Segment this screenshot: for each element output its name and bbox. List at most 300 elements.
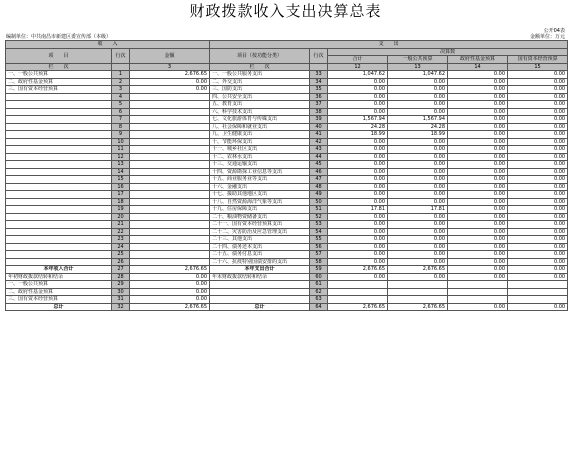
table-row bbox=[6, 266, 568, 274]
table-row bbox=[6, 281, 568, 289]
right-line-no: 36 bbox=[310, 93, 328, 101]
right-line-no: 37 bbox=[310, 101, 328, 109]
right-item: 十七、援助其他地区支出 bbox=[210, 191, 310, 199]
right-item: 五、教育支出 bbox=[210, 101, 310, 109]
left-line-no: 27 bbox=[112, 266, 130, 274]
fund-budget-cell: 0.00 bbox=[448, 168, 508, 176]
right-line-no: 60 bbox=[310, 273, 328, 281]
left-item bbox=[6, 93, 112, 101]
general-budget-header: 一般公共预算 bbox=[388, 56, 448, 64]
left-item bbox=[6, 168, 112, 176]
right-item: 十二、农林水支出 bbox=[210, 153, 310, 161]
general-budget-cell: 0.00 bbox=[388, 108, 448, 116]
right-item: 十六、金融支出 bbox=[210, 183, 310, 191]
left-amount bbox=[130, 236, 210, 244]
fund-budget-cell: 0.00 bbox=[448, 161, 508, 169]
general-budget-cell bbox=[388, 281, 448, 289]
state-capital-cell: 0.00 bbox=[508, 146, 568, 154]
state-capital-cell: 0.00 bbox=[508, 176, 568, 184]
right-line-no: 46 bbox=[310, 168, 328, 176]
state-capital-cell: 0.00 bbox=[508, 243, 568, 251]
right-item: 七、文化旅游体育与传媒支出 bbox=[210, 116, 310, 124]
table-row bbox=[6, 123, 568, 131]
left-item bbox=[6, 176, 112, 184]
table-row bbox=[6, 138, 568, 146]
header-row-2 bbox=[6, 48, 568, 56]
fund-budget-cell: 0.00 bbox=[448, 303, 508, 311]
state-capital-cell: 0.00 bbox=[508, 123, 568, 131]
state-capital-cell: 0.00 bbox=[508, 258, 568, 266]
state-capital-cell: 0.00 bbox=[508, 206, 568, 214]
general-budget-cell: 0.00 bbox=[388, 251, 448, 259]
left-item bbox=[6, 161, 112, 169]
right-line-no: 38 bbox=[310, 108, 328, 116]
left-line-no: 7 bbox=[112, 116, 130, 124]
general-budget-cell: 0.00 bbox=[388, 243, 448, 251]
left-item: 三、国有资本经营预算 bbox=[6, 86, 112, 94]
state-capital-cell: 0.00 bbox=[508, 71, 568, 79]
fund-budget-cell: 0.00 bbox=[448, 131, 508, 139]
right-item: 八、社会保障和就业支出 bbox=[210, 123, 310, 131]
right-line-no: 39 bbox=[310, 116, 328, 124]
left-item bbox=[6, 213, 112, 221]
left-item: 一、一般公共预算 bbox=[6, 281, 112, 289]
left-line-no: 11 bbox=[112, 146, 130, 154]
left-line-no: 4 bbox=[112, 93, 130, 101]
right-line-no: 51 bbox=[310, 206, 328, 214]
left-amount bbox=[130, 221, 210, 229]
subtotal-cell: 0.00 bbox=[328, 198, 388, 206]
general-budget-cell: 0.00 bbox=[388, 93, 448, 101]
right-line-no: 63 bbox=[310, 296, 328, 304]
right-line-no: 53 bbox=[310, 221, 328, 229]
left-item: 本年收入合计 bbox=[6, 266, 112, 274]
left-amount bbox=[130, 213, 210, 221]
report-table-container bbox=[5, 40, 567, 311]
table-row bbox=[6, 228, 568, 236]
table-row bbox=[6, 251, 568, 259]
left-item: 二、政府性基金预算 bbox=[6, 78, 112, 86]
left-item bbox=[6, 183, 112, 191]
right-line-no: 55 bbox=[310, 236, 328, 244]
right-item: 六、科学技术支出 bbox=[210, 108, 310, 116]
subtotal-cell bbox=[328, 281, 388, 289]
table-row bbox=[6, 71, 568, 79]
left-line-no: 15 bbox=[112, 176, 130, 184]
right-line-no: 34 bbox=[310, 78, 328, 86]
table-row bbox=[6, 288, 568, 296]
general-budget-cell: 0.00 bbox=[388, 146, 448, 154]
right-line-no: 50 bbox=[310, 198, 328, 206]
table-row bbox=[6, 131, 568, 139]
state-capital-cell: 0.00 bbox=[508, 266, 568, 274]
state-capital-cell: 0.00 bbox=[508, 78, 568, 86]
right-item: 三、国防支出 bbox=[210, 86, 310, 94]
right-line-no: 45 bbox=[310, 161, 328, 169]
subtotal-cell: 24.28 bbox=[328, 123, 388, 131]
fund-budget-cell: 0.00 bbox=[448, 123, 508, 131]
left-item bbox=[6, 198, 112, 206]
table-row bbox=[6, 168, 568, 176]
fund-budget-cell: 0.00 bbox=[448, 78, 508, 86]
left-item bbox=[6, 153, 112, 161]
table-row bbox=[6, 273, 568, 281]
table-row bbox=[6, 176, 568, 184]
left-line-no: 6 bbox=[112, 108, 130, 116]
right-line-no: 56 bbox=[310, 243, 328, 251]
state-capital-cell: 0.00 bbox=[508, 273, 568, 281]
state-capital-header: 国有资本经营预算 bbox=[508, 56, 568, 64]
left-amount bbox=[130, 131, 210, 139]
left-line-no: 16 bbox=[112, 183, 130, 191]
left-item bbox=[6, 101, 112, 109]
general-budget-cell: 1,047.62 bbox=[388, 71, 448, 79]
state-capital-cell bbox=[508, 288, 568, 296]
right-line-no: 62 bbox=[310, 288, 328, 296]
subtotal-cell bbox=[328, 288, 388, 296]
left-amount: 0.00 bbox=[130, 288, 210, 296]
subtotal-cell: 0.00 bbox=[328, 138, 388, 146]
subtotal-cell: 0.00 bbox=[328, 243, 388, 251]
subtotal-cell: 0.00 bbox=[328, 191, 388, 199]
state-capital-cell: 0.00 bbox=[508, 183, 568, 191]
col-label-left: 栏 次 bbox=[6, 63, 112, 71]
left-item: 二、政府性基金预算 bbox=[6, 288, 112, 296]
subtotal-cell: 17.81 bbox=[328, 206, 388, 214]
right-item: 二十二、灾害防治及应急管理支出 bbox=[210, 228, 310, 236]
left-item bbox=[6, 138, 112, 146]
state-capital-cell: 0.00 bbox=[508, 251, 568, 259]
right-item: 二十六、抗疫特别国债安排的支出 bbox=[210, 258, 310, 266]
table-row bbox=[6, 191, 568, 199]
subtotal-cell: 0.00 bbox=[328, 273, 388, 281]
left-item bbox=[6, 123, 112, 131]
right-item bbox=[210, 296, 310, 304]
left-line-no: 30 bbox=[112, 288, 130, 296]
table-row bbox=[6, 236, 568, 244]
right-item: 本年支出合计 bbox=[210, 266, 310, 274]
fund-budget-cell: 0.00 bbox=[448, 273, 508, 281]
line-no-header-2: 行次 bbox=[310, 48, 328, 63]
right-line-no: 48 bbox=[310, 183, 328, 191]
subtotal-cell: 2,676.65 bbox=[328, 266, 388, 274]
state-capital-cell: 0.00 bbox=[508, 93, 568, 101]
report-table bbox=[5, 40, 568, 311]
state-capital-cell: 0.00 bbox=[508, 86, 568, 94]
right-item: 二十五、债务付息支出 bbox=[210, 251, 310, 259]
state-capital-cell: 0.00 bbox=[508, 303, 568, 311]
col-index-14: 14 bbox=[448, 63, 508, 71]
right-item: 十、节能环保支出 bbox=[210, 138, 310, 146]
table-row bbox=[6, 258, 568, 266]
general-budget-cell: 0.00 bbox=[388, 213, 448, 221]
left-line-no: 2 bbox=[112, 78, 130, 86]
table-row bbox=[6, 101, 568, 109]
right-line-no: 57 bbox=[310, 251, 328, 259]
right-item: 二、外交支出 bbox=[210, 78, 310, 86]
table-row bbox=[6, 78, 568, 86]
left-line-no: 32 bbox=[112, 303, 130, 311]
left-amount bbox=[130, 228, 210, 236]
fund-budget-cell: 0.00 bbox=[448, 101, 508, 109]
left-line-no: 19 bbox=[112, 206, 130, 214]
general-budget-cell: 0.00 bbox=[388, 138, 448, 146]
right-line-no: 33 bbox=[310, 71, 328, 79]
compiling-unit: 编制单位：中共南昌市新建区委宣传部（本级） bbox=[6, 34, 112, 40]
right-item: 十一、城乡社区支出 bbox=[210, 146, 310, 154]
left-line-no: 12 bbox=[112, 153, 130, 161]
left-item bbox=[6, 108, 112, 116]
left-amount bbox=[130, 116, 210, 124]
right-item: 十八、自然资源海洋气象等支出 bbox=[210, 198, 310, 206]
general-budget-cell: 1,567.94 bbox=[388, 116, 448, 124]
right-line-no: 47 bbox=[310, 176, 328, 184]
left-amount bbox=[130, 183, 210, 191]
left-line-no: 14 bbox=[112, 168, 130, 176]
left-item bbox=[6, 221, 112, 229]
left-line-no: 18 bbox=[112, 198, 130, 206]
fund-budget-cell: 0.00 bbox=[448, 198, 508, 206]
right-line-no: 64 bbox=[310, 303, 328, 311]
left-item: 总计 bbox=[6, 303, 112, 311]
fund-budget-cell: 0.00 bbox=[448, 213, 508, 221]
report-title: 财政拨款收入支出决算总表 bbox=[189, 2, 382, 20]
left-item bbox=[6, 116, 112, 124]
right-line-no: 35 bbox=[310, 86, 328, 94]
right-line-no: 61 bbox=[310, 281, 328, 289]
left-amount bbox=[130, 153, 210, 161]
fund-budget-cell: 0.00 bbox=[448, 266, 508, 274]
left-item: 年初财政拨款结转和结余 bbox=[6, 273, 112, 281]
general-budget-cell: 2,676.65 bbox=[388, 303, 448, 311]
fund-budget-cell: 0.00 bbox=[448, 71, 508, 79]
right-line-no: 44 bbox=[310, 153, 328, 161]
subtotal-cell: 0.00 bbox=[328, 183, 388, 191]
table-row bbox=[6, 303, 568, 311]
fund-budget-cell: 0.00 bbox=[448, 138, 508, 146]
left-line-no: 22 bbox=[112, 228, 130, 236]
line-no-header: 行次 bbox=[112, 48, 130, 63]
left-line-no: 13 bbox=[112, 161, 130, 169]
right-item: 十五、商业服务业等支出 bbox=[210, 176, 310, 184]
left-item bbox=[6, 251, 112, 259]
right-item: 二十、粮油物资储备支出 bbox=[210, 213, 310, 221]
state-capital-cell: 0.00 bbox=[508, 153, 568, 161]
left-item bbox=[6, 236, 112, 244]
fund-budget-cell: 0.00 bbox=[448, 206, 508, 214]
right-line-no: 54 bbox=[310, 228, 328, 236]
right-item bbox=[210, 281, 310, 289]
left-amount bbox=[130, 138, 210, 146]
subtotal-cell: 0.00 bbox=[328, 161, 388, 169]
state-capital-cell: 0.00 bbox=[508, 198, 568, 206]
general-budget-cell: 18.99 bbox=[388, 131, 448, 139]
subtotal-cell: 0.00 bbox=[328, 213, 388, 221]
left-item bbox=[6, 243, 112, 251]
left-line-no: 29 bbox=[112, 281, 130, 289]
general-budget-cell: 0.00 bbox=[388, 198, 448, 206]
right-item: 十九、住房保障支出 bbox=[210, 206, 310, 214]
table-row bbox=[6, 146, 568, 154]
expense-header: 支 出 bbox=[210, 41, 568, 49]
left-amount bbox=[130, 191, 210, 199]
right-line-no: 49 bbox=[310, 191, 328, 199]
left-line-no: 10 bbox=[112, 138, 130, 146]
left-line-no: 20 bbox=[112, 213, 130, 221]
column-index-row bbox=[6, 63, 568, 71]
subtotal-cell: 0.00 bbox=[328, 153, 388, 161]
fund-budget-cell: 0.00 bbox=[448, 236, 508, 244]
fund-budget-cell: 0.00 bbox=[448, 191, 508, 199]
subtotal-cell: 18.99 bbox=[328, 131, 388, 139]
fund-budget-cell: 0.00 bbox=[448, 176, 508, 184]
table-row bbox=[6, 296, 568, 304]
left-amount: 0.00 bbox=[130, 296, 210, 304]
left-line-no: 17 bbox=[112, 191, 130, 199]
state-capital-cell: 0.00 bbox=[508, 236, 568, 244]
general-budget-cell: 0.00 bbox=[388, 176, 448, 184]
subtotal-cell: 0.00 bbox=[328, 78, 388, 86]
fund-budget-cell: 0.00 bbox=[448, 251, 508, 259]
col-label-right: 栏 次 bbox=[210, 63, 310, 71]
left-amount bbox=[130, 251, 210, 259]
subtotal-cell: 0.00 bbox=[328, 228, 388, 236]
state-capital-cell: 0.00 bbox=[508, 168, 568, 176]
right-line-no: 58 bbox=[310, 258, 328, 266]
subtotal-header: 合计 bbox=[328, 56, 388, 64]
general-budget-cell bbox=[388, 288, 448, 296]
general-budget-cell: 17.81 bbox=[388, 206, 448, 214]
fund-budget-cell: 0.00 bbox=[448, 153, 508, 161]
fund-budget-cell: 0.00 bbox=[448, 86, 508, 94]
income-header: 收 入 bbox=[6, 41, 210, 49]
amount-header: 金额 bbox=[130, 48, 210, 63]
left-line-no: 25 bbox=[112, 251, 130, 259]
left-amount: 0.00 bbox=[130, 78, 210, 86]
fund-budget-header: 政府性基金预算 bbox=[448, 56, 508, 64]
general-budget-cell: 0.00 bbox=[388, 183, 448, 191]
subtotal-cell: 0.00 bbox=[328, 108, 388, 116]
right-item: 十四、资源勘探工业信息等支出 bbox=[210, 168, 310, 176]
left-amount bbox=[130, 108, 210, 116]
fund-budget-cell: 0.00 bbox=[448, 228, 508, 236]
fund-budget-cell: 0.00 bbox=[448, 243, 508, 251]
left-line-no: 23 bbox=[112, 236, 130, 244]
general-budget-cell: 0.00 bbox=[388, 273, 448, 281]
subtotal-cell: 0.00 bbox=[328, 93, 388, 101]
fund-budget-cell: 0.00 bbox=[448, 108, 508, 116]
col-index-blank-2 bbox=[310, 63, 328, 71]
left-amount: 2,676.65 bbox=[130, 303, 210, 311]
fund-budget-cell: 0.00 bbox=[448, 93, 508, 101]
left-amount bbox=[130, 206, 210, 214]
right-item: 十三、交通运输支出 bbox=[210, 161, 310, 169]
subtotal-cell: 0.00 bbox=[328, 258, 388, 266]
general-budget-cell: 0.00 bbox=[388, 101, 448, 109]
fund-budget-cell bbox=[448, 288, 508, 296]
fund-budget-cell bbox=[448, 296, 508, 304]
currency-unit: 金额单位：万元 bbox=[529, 34, 565, 40]
subtotal-cell: 0.00 bbox=[328, 251, 388, 259]
state-capital-cell: 0.00 bbox=[508, 228, 568, 236]
general-budget-cell: 0.00 bbox=[388, 191, 448, 199]
left-amount: 0.00 bbox=[130, 281, 210, 289]
left-line-no: 21 bbox=[112, 221, 130, 229]
left-amount bbox=[130, 176, 210, 184]
state-capital-cell: 0.00 bbox=[508, 161, 568, 169]
state-capital-cell: 0.00 bbox=[508, 213, 568, 221]
subtotal-cell: 0.00 bbox=[328, 101, 388, 109]
state-capital-cell bbox=[508, 296, 568, 304]
left-amount: 0.00 bbox=[130, 273, 210, 281]
left-line-no: 1 bbox=[112, 71, 130, 79]
left-line-no: 5 bbox=[112, 101, 130, 109]
left-item: 一、一般公共预算 bbox=[6, 71, 112, 79]
table-row bbox=[6, 108, 568, 116]
left-item: 三、国有资本经营预算 bbox=[6, 296, 112, 304]
state-capital-cell: 0.00 bbox=[508, 191, 568, 199]
table-row bbox=[6, 221, 568, 229]
left-item bbox=[6, 146, 112, 154]
right-line-no: 59 bbox=[310, 266, 328, 274]
general-budget-cell: 0.00 bbox=[388, 221, 448, 229]
left-amount bbox=[130, 161, 210, 169]
subtotal-cell: 0.00 bbox=[328, 168, 388, 176]
left-item bbox=[6, 228, 112, 236]
left-amount: 2,676.65 bbox=[130, 71, 210, 79]
final-accounts-header: 决算数 bbox=[328, 48, 568, 56]
state-capital-cell: 0.00 bbox=[508, 138, 568, 146]
state-capital-cell bbox=[508, 281, 568, 289]
right-line-no: 41 bbox=[310, 131, 328, 139]
state-capital-cell: 0.00 bbox=[508, 101, 568, 109]
table-row bbox=[6, 243, 568, 251]
left-amount bbox=[130, 146, 210, 154]
left-line-no: 24 bbox=[112, 243, 130, 251]
item-header: 项 目 bbox=[6, 48, 112, 63]
right-line-no: 52 bbox=[310, 213, 328, 221]
left-line-no: 26 bbox=[112, 258, 130, 266]
general-budget-cell bbox=[388, 296, 448, 304]
left-item bbox=[6, 131, 112, 139]
subtotal-cell: 1,567.94 bbox=[328, 116, 388, 124]
fund-budget-cell: 0.00 bbox=[448, 221, 508, 229]
table-row bbox=[6, 161, 568, 169]
left-line-no: 3 bbox=[112, 86, 130, 94]
header-row-1 bbox=[6, 41, 568, 49]
general-budget-cell: 2,676.65 bbox=[388, 266, 448, 274]
fund-budget-cell: 0.00 bbox=[448, 146, 508, 154]
general-budget-cell: 0.00 bbox=[388, 78, 448, 86]
subtotal-cell: 0.00 bbox=[328, 86, 388, 94]
left-item bbox=[6, 258, 112, 266]
left-line-no: 28 bbox=[112, 273, 130, 281]
right-item: 年末财政拨款结转和结余 bbox=[210, 273, 310, 281]
general-budget-cell: 24.28 bbox=[388, 123, 448, 131]
subtotal-cell: 0.00 bbox=[328, 146, 388, 154]
right-item: 二十三、其他支出 bbox=[210, 236, 310, 244]
left-line-no: 8 bbox=[112, 123, 130, 131]
subtotal-cell: 0.00 bbox=[328, 236, 388, 244]
table-row bbox=[6, 206, 568, 214]
left-amount bbox=[130, 123, 210, 131]
right-item: 二十一、国有资本经营预算支出 bbox=[210, 221, 310, 229]
right-item: 二十四、债务还本支出 bbox=[210, 243, 310, 251]
left-amount bbox=[130, 198, 210, 206]
left-amount bbox=[130, 101, 210, 109]
general-budget-cell: 0.00 bbox=[388, 228, 448, 236]
table-row bbox=[6, 153, 568, 161]
